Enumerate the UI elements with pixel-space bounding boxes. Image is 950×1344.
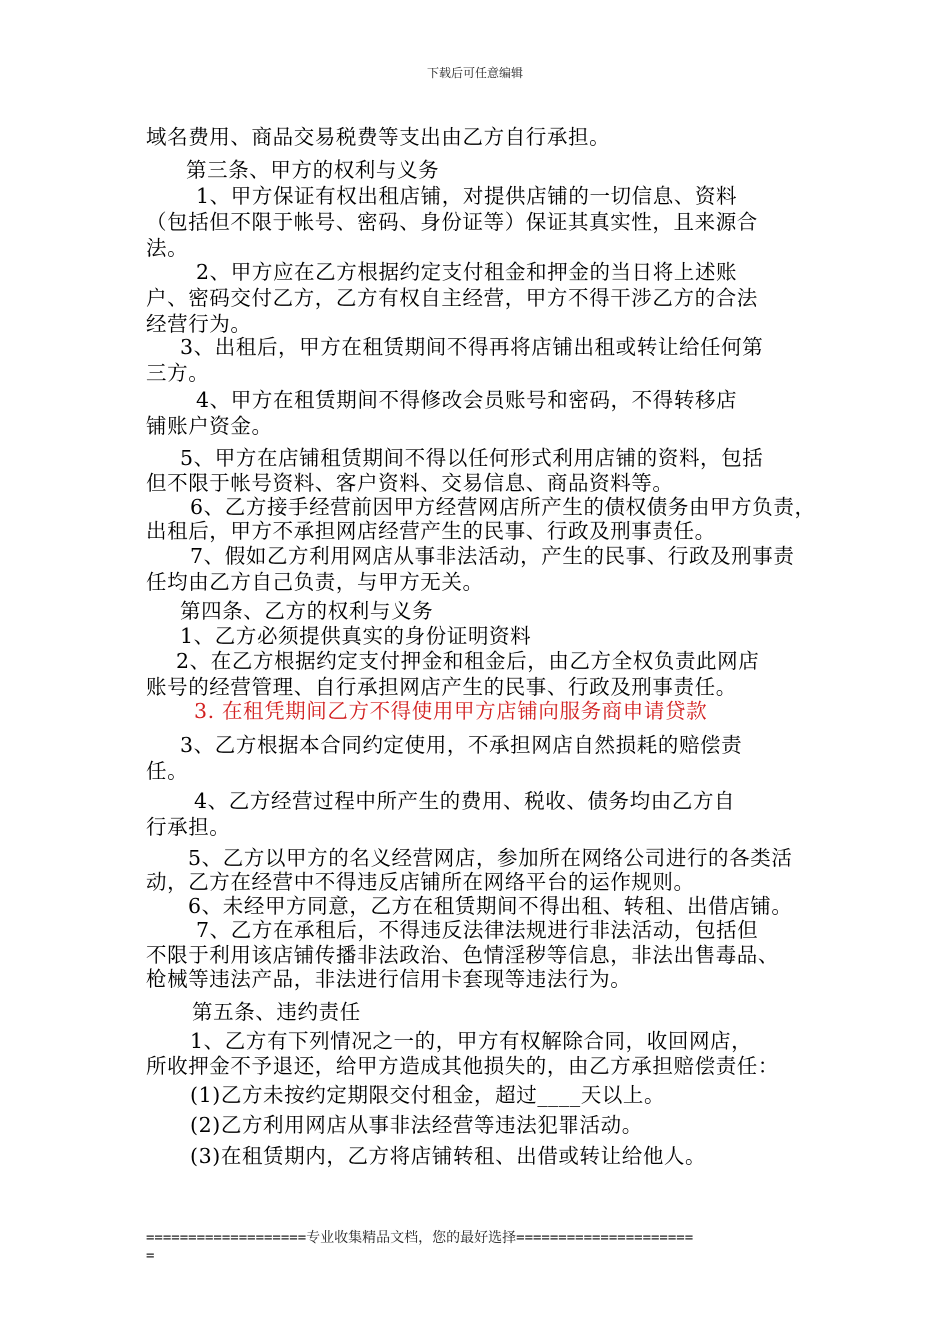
text-line: 所收押金不予退还，给甲方造成其他损失的，由乙方承担赔偿责任： [146,1054,779,1078]
text-line: 但不限于帐号资料、客户资料、交易信息、商品资料等。 [146,471,674,495]
highlighted-clause: 3. 在租凭期间乙方不得使用甲方店铺向服务商申请贷款 [194,699,708,723]
text-line: 枪械等违法产品，非法进行信用卡套现等违法行为。 [146,967,632,991]
footer-banner: ===================专业收集精品文档，您的最好选择===================== [146,1230,694,1246]
text-line: 出租后，甲方不承担网店经营产生的民事、行政及刑事责任。 [146,519,716,543]
text-line: 1、乙方有下列情况之一的，甲方有权解除合同，收回网店， [190,1029,753,1053]
text-line: 3、出租后，甲方在租赁期间不得再将店铺出租或转让给任何第 [180,335,764,359]
text-line: 7、假如乙方利用网店从事非法活动，产生的民事、行政及刑事责 [190,544,795,568]
text-line: 不限于利用该店铺传播非法政治、色情淫秽等信息，非法出售毒品、 [146,943,779,967]
text-line: 6、未经甲方同意，乙方在租赁期间不得出租、转租、出借店铺。 [188,894,793,918]
text-line: 4、乙方经营过程中所产生的费用、税收、债务均由乙方自 [194,789,736,813]
text-line: 动，乙方在经营中不得违反店铺所在网络平台的运作规则。 [146,870,695,894]
section-heading: 第三条、甲方的权利与义务 [186,158,440,182]
text-line: 1、甲方保证有权出租店铺，对提供店铺的一切信息、资料 [196,184,738,208]
text-line: 5、乙方以甲方的名义经营网店，参加所在网络公司进行的各类活 [188,846,793,870]
text-line: （包括但不限于帐号、密码、身份证等）保证其真实性，且来源合 [146,210,758,234]
list-item: (1)乙方未按约定期限交付租金，超过____天以上。 [190,1083,666,1107]
text-line: 三方。 [146,361,210,385]
text-line: 3、乙方根据本合同约定使用，不承担网店自然损耗的赔偿责 [180,733,743,757]
text-line: 7、乙方在承租后，不得违反法律法规进行非法活动，包括但 [196,918,759,942]
text-line: 2、在乙方根据约定支付押金和租金后，由乙方全权负责此网店 [176,649,760,673]
text-line: 任。 [146,759,189,783]
text-line: 1、乙方必须提供真实的身份证明资料 [180,624,532,648]
text-line: 行承担。 [146,815,231,839]
section-heading: 第四条、乙方的权利与义务 [180,599,434,623]
text-line: 2、甲方应在乙方根据约定支付租金和押金的当日将上述账 [196,260,738,284]
footer-banner-overflow: = [146,1248,155,1264]
text-line: 任均由乙方自己负责，与甲方无关。 [146,570,484,594]
text-line: 5、甲方在店铺租赁期间不得以任何形式利用店铺的资料，包括 [180,446,764,470]
text-line: 户、密码交付乙方，乙方有权自主经营，甲方不得干涉乙方的合法 [146,286,758,310]
text-line: 4、甲方在租赁期间不得修改会员账号和密码，不得转移店 [196,388,738,412]
list-item: (2)乙方利用网店从事非法经营等违法犯罪活动。 [190,1113,643,1137]
text-line: 域名费用、商品交易税费等支出由乙方自行承担。 [146,125,611,149]
page-header: 下载后可任意编辑 [426,66,523,80]
text-line: 经营行为。 [146,312,252,336]
text-line: 6、乙方接手经营前因甲方经营网店所产生的债权债务由甲方负责， [190,495,816,519]
text-line: 账号的经营管理、自行承担网店产生的民事、行政及刑事责任。 [146,675,737,699]
text-line: 铺账户资金。 [146,414,273,438]
text-line: 法。 [146,236,189,260]
section-heading: 第五条、违约责任 [192,1000,361,1024]
list-item: (3)在租赁期内，乙方将店铺转租、出借或转让给他人。 [190,1144,707,1168]
